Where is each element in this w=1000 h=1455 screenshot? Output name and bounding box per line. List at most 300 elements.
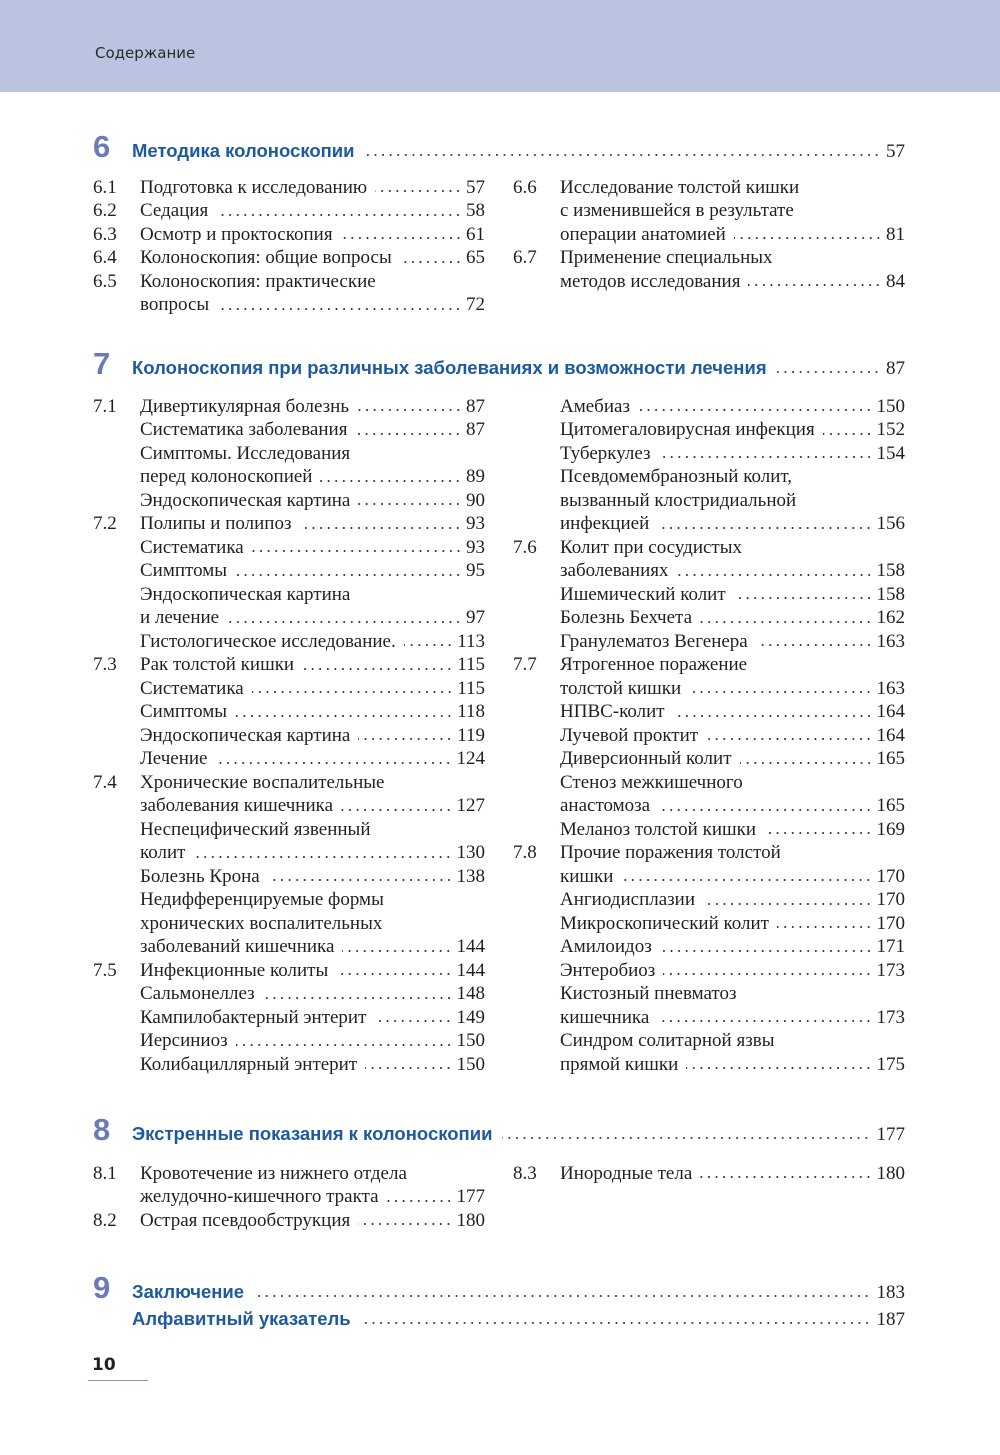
chapter-title[interactable]: Колоноскопия при различных заболеваниях и возможности лечения: [132, 357, 767, 378]
section-title[interactable]: заболеваний кишечника: [140, 936, 335, 957]
section-number: [513, 270, 560, 294]
toc-entry-line: [93, 512, 485, 536]
section-title[interactable]: Симптомы: [140, 560, 228, 581]
section-number: [513, 606, 560, 630]
section-title[interactable]: Диверсионный колит: [560, 748, 732, 769]
toc-entry[interactable]: [93, 818, 485, 865]
toc-entry[interactable]: [513, 747, 905, 771]
dot-leader: [764, 829, 872, 837]
toc-entry[interactable]: [93, 677, 485, 701]
section-number: 8.1: [93, 1162, 117, 1184]
section-title[interactable]: Эндоскопическая картина: [140, 489, 351, 511]
toc-entry[interactable]: [93, 888, 485, 959]
dot-leader: [823, 430, 873, 438]
dot-leader: [268, 876, 453, 884]
toc-entry[interactable]: [513, 418, 905, 442]
section-page: 87: [466, 419, 485, 440]
chapter-title[interactable]: Методика колоноскопии: [132, 140, 355, 161]
section-title[interactable]: Острая псевдообструкция: [140, 1209, 351, 1231]
toc-entry[interactable]: [93, 223, 485, 247]
toc-entry[interactable]: [93, 559, 485, 583]
dot-leader: [358, 735, 453, 743]
toc-entry[interactable]: [93, 630, 485, 654]
section-number: [93, 1185, 140, 1209]
section-page: 144: [456, 959, 485, 981]
dot-leader: [302, 665, 453, 673]
section-page: 177: [456, 1186, 485, 1207]
section-number: 6.5: [93, 270, 117, 292]
section-number: 6.4: [93, 247, 117, 268]
chapter-page: 87: [886, 358, 905, 379]
toc-entry-line: [93, 982, 485, 1006]
section-number: [513, 630, 560, 654]
section-title[interactable]: Дивертикулярная болезнь: [140, 395, 349, 417]
section-title[interactable]: Гистологическое исследование.: [140, 630, 396, 652]
section-title[interactable]: Подготовка к исследованию: [140, 176, 368, 198]
section-title[interactable]: анастомоза: [560, 795, 651, 816]
toc-entry[interactable]: [93, 1162, 485, 1209]
section-title[interactable]: Осмотр и проктоскопия: [140, 223, 333, 245]
toc-entry-line: [93, 489, 485, 513]
chapter-title[interactable]: Экстренные показания к колоноскопии: [132, 1123, 493, 1144]
toc-entry-line: [513, 418, 905, 442]
toc-entry[interactable]: [93, 442, 485, 489]
section-number: [93, 489, 140, 513]
section-title[interactable]: колит: [140, 842, 186, 863]
section-title[interactable]: толстой кишки: [560, 677, 682, 699]
toc-entry[interactable]: [513, 630, 905, 654]
chapter-page: 177: [876, 1124, 905, 1145]
toc-column-right: [513, 176, 905, 294]
section-title[interactable]: Сальмонеллез: [140, 983, 255, 1004]
dot-leader: [740, 759, 873, 767]
section-number: [513, 865, 560, 889]
section-page: 118: [457, 701, 485, 722]
section-number: 8.3: [513, 1162, 537, 1184]
section-page: 81: [886, 223, 905, 245]
dot-leader: [320, 477, 462, 485]
toc-entry-line: [93, 583, 485, 607]
toc-entry-line: [513, 1006, 905, 1030]
section-title[interactable]: желудочно-кишечного тракта: [140, 1186, 379, 1207]
section-number: [513, 395, 560, 419]
section-title[interactable]: Меланоз толстой кишки: [560, 818, 757, 840]
dot-leader: [748, 281, 882, 289]
toc-entry[interactable]: [513, 442, 905, 466]
chapter-title[interactable]: Заключение: [132, 1281, 245, 1302]
section-title[interactable]: Псевдомембранозный колит,: [560, 466, 793, 487]
section-number: [513, 1053, 560, 1077]
toc-entry[interactable]: [93, 747, 485, 771]
section-title[interactable]: Кистозный пневматоз: [560, 983, 737, 1004]
toc-entry-line: [93, 959, 485, 983]
section-number: 7.6: [513, 536, 537, 558]
chapter-heading[interactable]: [93, 129, 905, 163]
dot-leader: [404, 641, 453, 649]
section-number: [513, 223, 560, 247]
chapter-heading[interactable]: [93, 346, 905, 380]
section-title[interactable]: Микроскопический колит: [560, 912, 769, 934]
dot-leader: [235, 571, 462, 579]
section-title[interactable]: Исследование толстой кишки: [560, 176, 800, 198]
section-page: 149: [456, 1006, 485, 1028]
section-title[interactable]: Болезнь Крона: [140, 865, 260, 887]
section-number: [93, 1006, 140, 1030]
section-title[interactable]: Стеноз межкишечного: [560, 771, 743, 793]
section-page: 170: [876, 912, 905, 934]
section-title[interactable]: и лечение: [140, 607, 220, 628]
toc-entry[interactable]: [93, 270, 485, 317]
toc-entry[interactable]: [513, 818, 905, 842]
section-page: 180: [876, 1162, 905, 1184]
section-title[interactable]: Хронические воспалительные: [140, 771, 385, 793]
chapter-page: 183: [876, 1282, 905, 1303]
section-number: [513, 771, 560, 795]
toc-entry[interactable]: [93, 246, 485, 270]
dot-leader: [341, 234, 462, 242]
toc-column-left: [93, 176, 485, 317]
section-title[interactable]: Ятрогенное поражение: [560, 654, 748, 675]
toc-entry[interactable]: [93, 583, 485, 630]
chapter-heading[interactable]: [93, 1308, 905, 1342]
section-page: 115: [457, 677, 485, 699]
toc-entry[interactable]: [513, 700, 905, 724]
toc-entry[interactable]: [513, 536, 905, 583]
section-page: 164: [876, 701, 905, 722]
toc-entry-line: [513, 912, 905, 936]
toc-entry-line: [93, 536, 485, 560]
toc-entry[interactable]: [513, 724, 905, 748]
section-title[interactable]: Систематика: [140, 536, 244, 558]
dot-leader: [621, 876, 872, 884]
dot-leader: [700, 1173, 872, 1181]
dot-leader: [657, 524, 872, 532]
dot-leader: [358, 500, 462, 508]
dot-leader: [756, 641, 873, 649]
dot-leader: [638, 406, 873, 414]
section-title[interactable]: Ишемический колит: [560, 583, 726, 605]
toc-entry[interactable]: [93, 700, 485, 724]
section-title[interactable]: Систематика заболевания: [140, 419, 348, 440]
dot-leader: [658, 806, 872, 814]
dot-leader: [689, 688, 872, 696]
section-number: [93, 418, 140, 442]
section-number: [513, 418, 560, 442]
section-page: 93: [466, 513, 485, 534]
chapter-number: 6: [93, 129, 111, 164]
section-number: [93, 630, 140, 654]
toc-entry[interactable]: [93, 1006, 485, 1030]
section-title[interactable]: вызванный клостридиальной: [560, 489, 797, 511]
dot-leader: [227, 618, 462, 626]
dot-leader: [193, 853, 452, 861]
section-number: [93, 865, 140, 889]
section-title[interactable]: Применение специальных: [560, 247, 773, 268]
section-number: 6.6: [513, 176, 537, 198]
section-number: [513, 912, 560, 936]
toc-entry-line: [513, 959, 905, 983]
toc-entry-line: [513, 747, 905, 771]
toc-entry-line: [513, 583, 905, 607]
toc-entry[interactable]: [513, 606, 905, 630]
section-title[interactable]: заболевания кишечника: [140, 795, 334, 816]
section-number: [513, 512, 560, 536]
toc-entry-line: [513, 630, 905, 654]
section-page: 127: [456, 795, 485, 816]
dot-leader: [236, 1041, 453, 1049]
section-title[interactable]: Неспецифический язвенный: [140, 818, 371, 840]
toc-entry[interactable]: [93, 418, 485, 442]
section-page: 72: [466, 294, 485, 315]
dot-leader: [217, 305, 462, 313]
section-title[interactable]: Эндоскопическая картина: [140, 583, 351, 605]
toc-entry-line: [93, 912, 485, 936]
section-title[interactable]: Инородные тела: [560, 1162, 693, 1184]
section-title[interactable]: Болезнь Бехчета: [560, 607, 692, 628]
toc-column-right: [513, 395, 905, 1077]
toc-entry-line: [93, 270, 485, 294]
section-page: 95: [466, 560, 485, 581]
chapter-number: 8: [93, 1112, 111, 1147]
section-number: [93, 818, 140, 842]
toc-entry[interactable]: [93, 536, 485, 560]
section-number: [513, 559, 560, 583]
section-title[interactable]: Симптомы: [140, 701, 228, 722]
section-title[interactable]: кишечника: [560, 1006, 650, 1028]
section-title[interactable]: вопросы: [140, 294, 210, 315]
section-title[interactable]: Синдром солитарной язвы: [560, 1030, 775, 1051]
chapter-heading[interactable]: [93, 1112, 905, 1146]
toc-entry[interactable]: [93, 199, 485, 223]
toc-entry-line: [93, 442, 485, 466]
toc-entry[interactable]: [513, 653, 905, 700]
section-title[interactable]: Кровотечение из нижнего отдела: [140, 1162, 407, 1184]
section-number: 6.2: [93, 200, 117, 221]
dot-leader: [263, 994, 453, 1002]
section-title[interactable]: перед колоноскопией: [140, 466, 313, 487]
toc-entry-line: [513, 794, 905, 818]
dot-leader: [357, 406, 462, 414]
section-title[interactable]: Колит при сосудистых: [560, 536, 742, 558]
toc-entry-line: [93, 1162, 485, 1186]
dot-leader: [375, 187, 462, 195]
section-number: 7.4: [93, 771, 117, 793]
section-number: [93, 724, 140, 748]
toc-column-left: [93, 395, 485, 1077]
section-page: 89: [466, 466, 485, 487]
toc-entry[interactable]: [513, 1029, 905, 1076]
section-title[interactable]: Рак толстой кишки: [140, 654, 295, 675]
section-title[interactable]: Туберкулез: [560, 442, 651, 464]
toc-entry-line: [93, 630, 485, 654]
section-number: [93, 935, 140, 959]
toc-entry-line: [93, 559, 485, 583]
dot-leader: [673, 712, 873, 720]
section-title[interactable]: методов исследования: [560, 270, 741, 292]
toc-entry-line: [93, 935, 485, 959]
toc-entry[interactable]: [513, 888, 905, 912]
toc-entry-line: [513, 512, 905, 536]
section-title[interactable]: инфекцией: [560, 513, 650, 534]
section-title[interactable]: Седация: [140, 200, 209, 221]
toc-entry-line: [93, 293, 485, 317]
toc-entry-line: [93, 653, 485, 677]
section-page: 124: [456, 748, 485, 769]
section-number: [513, 982, 560, 1006]
section-title[interactable]: Прочие поражения толстой: [560, 842, 781, 863]
section-page: 165: [876, 795, 905, 816]
toc-entry[interactable]: [513, 912, 905, 936]
toc-entry[interactable]: [513, 583, 905, 607]
section-page: 119: [457, 724, 485, 746]
section-page: 170: [876, 865, 905, 887]
section-number: [93, 583, 140, 607]
section-number: [513, 199, 560, 223]
section-title[interactable]: Симптомы. Исследования: [140, 442, 351, 464]
section-title[interactable]: с изменившейся в результате: [560, 200, 794, 221]
toc-entry-line: [513, 489, 905, 513]
toc-entry[interactable]: [93, 724, 485, 748]
toc-entry-line: [513, 677, 905, 701]
dot-leader: [216, 211, 462, 219]
toc-entry[interactable]: [513, 1162, 905, 1186]
section-title[interactable]: заболеваниях: [560, 560, 669, 581]
toc-entry-line: [513, 442, 905, 466]
section-page: 156: [876, 513, 905, 534]
toc-entry[interactable]: [93, 982, 485, 1006]
section-number: 6.3: [93, 223, 117, 245]
toc-entry[interactable]: [93, 512, 485, 536]
section-title[interactable]: Гранулематоз Вегенера: [560, 630, 748, 652]
section-title[interactable]: операции анатомией: [560, 223, 726, 245]
toc-entry-line: [513, 865, 905, 889]
toc-entry-line: [93, 418, 485, 442]
chapter-heading[interactable]: [93, 1270, 905, 1304]
section-page: 148: [456, 983, 485, 1004]
section-page: 84: [886, 270, 905, 292]
toc-entry[interactable]: [93, 1209, 485, 1233]
section-title[interactable]: Колоноскопия: общие вопросы: [140, 247, 392, 268]
toc-entry-line: [513, 771, 905, 795]
dot-leader: [252, 688, 454, 696]
section-page: 170: [876, 889, 905, 910]
section-number: [93, 606, 140, 630]
toc-entry[interactable]: [93, 959, 485, 983]
toc-entry[interactable]: [93, 395, 485, 419]
toc-entry[interactable]: [513, 959, 905, 983]
toc-entry-line: [93, 794, 485, 818]
toc-entry[interactable]: [513, 465, 905, 536]
dot-leader: [336, 970, 452, 978]
dot-leader: [659, 453, 873, 461]
dot-leader: [734, 594, 873, 602]
toc-entry-line: [93, 1209, 485, 1233]
toc-entry[interactable]: [513, 771, 905, 818]
toc-entry[interactable]: [93, 489, 485, 513]
dot-leader: [777, 923, 873, 931]
section-number: 6.7: [513, 247, 537, 268]
section-title[interactable]: Колибациллярный энтерит: [140, 1053, 358, 1075]
chapter-page: 187: [876, 1309, 905, 1330]
toc-entry[interactable]: [93, 653, 485, 677]
toc-entry-line: [93, 223, 485, 247]
section-number: [93, 536, 140, 560]
toc-entry[interactable]: [513, 982, 905, 1029]
toc-entry-line: [513, 176, 905, 200]
toc-entry-line: [513, 818, 905, 842]
section-title[interactable]: Амилоидоз: [560, 936, 652, 957]
section-number: 6.1: [93, 176, 117, 198]
section-title[interactable]: Лучевой проктит: [560, 724, 699, 746]
section-page: 154: [876, 442, 905, 464]
toc-entry[interactable]: [93, 1053, 485, 1077]
toc-entry-line: [93, 1006, 485, 1030]
section-title[interactable]: Ангиодисплазии: [560, 889, 695, 910]
section-title[interactable]: хронических воспалительных: [140, 912, 383, 934]
toc-entry[interactable]: [93, 176, 485, 200]
section-title[interactable]: Недифференцируемые формы: [140, 889, 384, 910]
section-title[interactable]: Кампилобактерный энтерит: [140, 1006, 367, 1028]
section-title[interactable]: Колоноскопия: практические: [140, 270, 376, 292]
section-title[interactable]: кишки: [560, 865, 614, 887]
section-number: 8.2: [93, 1209, 117, 1231]
section-title[interactable]: Энтеробиоз: [560, 959, 656, 981]
section-title[interactable]: Иерсиниоз: [140, 1030, 228, 1051]
section-title[interactable]: Цитомегаловирусная инфекция: [560, 419, 815, 440]
toc-column-right: [513, 1162, 905, 1186]
toc-entry[interactable]: [513, 246, 905, 293]
dot-leader: [355, 430, 462, 438]
dot-leader: [660, 947, 873, 955]
section-number: [513, 1029, 560, 1053]
section-page: 162: [876, 607, 905, 628]
section-number: 7.7: [513, 654, 537, 675]
toc-column-left: [93, 1162, 485, 1233]
dot-leader: [703, 900, 873, 908]
section-title[interactable]: Систематика: [140, 677, 244, 699]
section-page: 169: [876, 818, 905, 840]
section-number: [93, 293, 140, 317]
section-number: [93, 677, 140, 701]
toc-entry[interactable]: [93, 771, 485, 818]
chapter-number: 7: [93, 346, 111, 381]
toc-entry[interactable]: [513, 176, 905, 247]
section-title[interactable]: Лечение: [140, 748, 208, 769]
dot-leader: [365, 153, 880, 157]
section-title[interactable]: НПВС-колит: [560, 701, 665, 722]
toc-entry[interactable]: [93, 865, 485, 889]
section-number: [513, 935, 560, 959]
section-number: 7.1: [93, 395, 117, 417]
section-page: 138: [456, 865, 485, 887]
toc-entry-line: [93, 771, 485, 795]
toc-entry[interactable]: [513, 935, 905, 959]
toc-entry-line: [513, 606, 905, 630]
toc-entry[interactable]: [513, 841, 905, 888]
section-page: 150: [876, 395, 905, 417]
section-title[interactable]: Инфекционные колиты: [140, 959, 329, 981]
section-title[interactable]: Амебиаз: [560, 395, 630, 417]
toc-entry-line: [93, 465, 485, 489]
section-title[interactable]: Эндоскопическая картина: [140, 724, 351, 746]
section-number: [513, 489, 560, 513]
toc-entry[interactable]: [513, 395, 905, 419]
toc-entry[interactable]: [93, 1029, 485, 1053]
section-title[interactable]: прямой кишки: [560, 1053, 679, 1075]
section-page: 61: [466, 223, 485, 245]
chapter-title[interactable]: Алфавитный указатель: [132, 1308, 351, 1329]
section-title[interactable]: Полипы и полипоз: [140, 513, 292, 534]
